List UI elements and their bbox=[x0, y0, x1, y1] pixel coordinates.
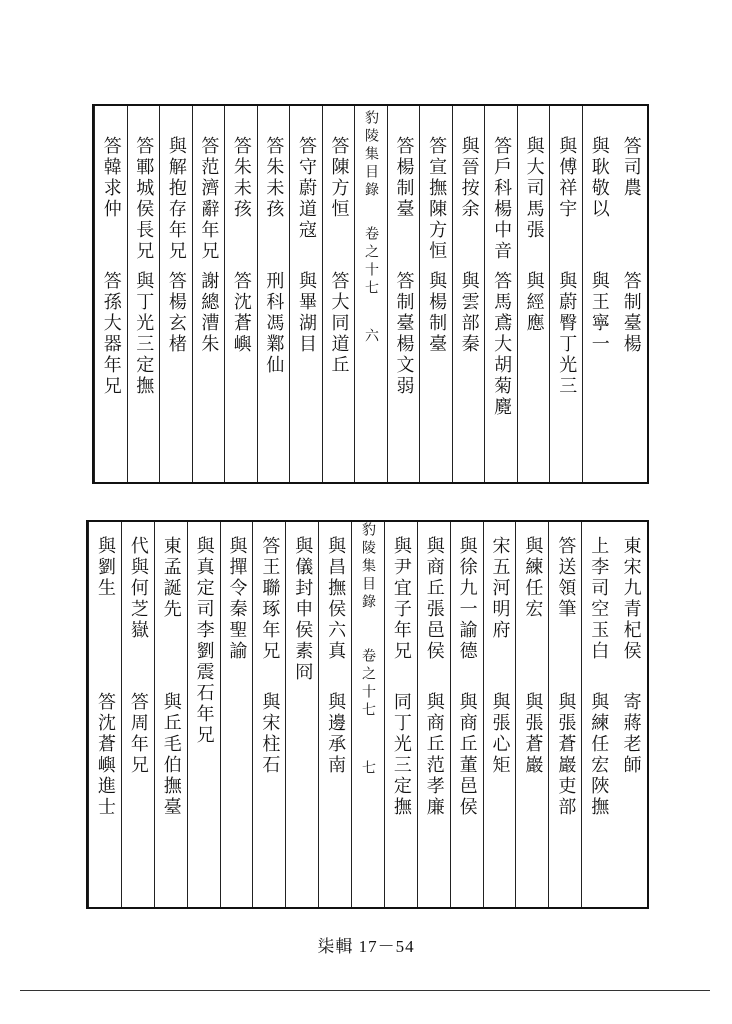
top-page-panel bbox=[92, 104, 649, 484]
toc-entry-a: 答戶科楊中音 bbox=[491, 136, 513, 262]
toc-column bbox=[94, 106, 127, 482]
toc-entry-a: 與傅祥宇 bbox=[556, 136, 578, 220]
toc-column bbox=[88, 522, 121, 907]
toc-entry-b: 答制臺楊文弱 bbox=[393, 271, 415, 397]
running-head-a: 豹陵集目錄 bbox=[363, 110, 379, 200]
bottom-page-panel bbox=[86, 520, 649, 909]
bottom-rule bbox=[20, 990, 710, 991]
toc-column bbox=[515, 522, 548, 907]
toc-entry-b: 答沈蒼嶼 bbox=[230, 271, 252, 355]
toc-column bbox=[483, 522, 516, 907]
toc-column bbox=[614, 522, 647, 907]
toc-column bbox=[452, 106, 485, 482]
running-head-a: 豹陵集目錄 bbox=[360, 522, 377, 612]
toc-column bbox=[121, 522, 154, 907]
toc-entry-a: 上李司空玉白 bbox=[588, 536, 610, 662]
toc-entry-b: 答制臺楊 bbox=[620, 271, 642, 355]
toc-entry-b: 與宋柱石 bbox=[259, 692, 281, 776]
toc-column bbox=[384, 522, 417, 907]
toc-entry-a: 與耿敬以 bbox=[588, 136, 610, 220]
toc-entry-b: 與商丘范孝廉 bbox=[423, 692, 445, 818]
toc-column bbox=[354, 106, 387, 482]
toc-column bbox=[192, 106, 225, 482]
toc-column bbox=[127, 106, 160, 482]
toc-entry-a: 答楊制臺 bbox=[393, 136, 415, 220]
toc-entry-b: 與蔚臀丁光三 bbox=[556, 271, 578, 397]
toc-column bbox=[322, 106, 355, 482]
toc-entry-b: 與經應 bbox=[523, 271, 545, 334]
running-head-b: 卷之十七 bbox=[363, 226, 379, 298]
toc-entry-b: 與楊制臺 bbox=[426, 271, 448, 355]
toc-entry-a: 答送領筆 bbox=[555, 536, 577, 620]
toc-column bbox=[582, 106, 615, 482]
toc-column bbox=[614, 106, 647, 482]
toc-entry-a: 與徐九一諭德 bbox=[456, 536, 478, 662]
toc-column bbox=[581, 522, 614, 907]
toc-entry-a: 答朱未孩 bbox=[230, 136, 252, 220]
toc-entry-a: 與昌撫侯六真 bbox=[325, 536, 347, 662]
toc-entry-a: 答鄆城侯長兄 bbox=[133, 136, 155, 262]
toc-entry-a: 宋五河明府 bbox=[489, 536, 511, 641]
toc-column bbox=[549, 106, 582, 482]
toc-entry-a: 答陳方恒 bbox=[328, 136, 350, 220]
toc-entry-b: 寄蔣老師 bbox=[620, 692, 642, 776]
toc-entry-b: 與丘毛伯撫臺 bbox=[160, 692, 182, 818]
toc-column bbox=[224, 106, 257, 482]
toc-column bbox=[450, 522, 483, 907]
toc-entry-b: 與邊承南 bbox=[325, 692, 347, 776]
toc-entry-a: 與劉生 bbox=[94, 536, 116, 599]
toc-entry-a: 與撣令秦聖諭 bbox=[226, 536, 248, 662]
toc-entry-a: 答范濟辭年兄 bbox=[198, 136, 220, 262]
toc-column bbox=[154, 522, 187, 907]
toc-entry-a: 與大司馬張 bbox=[523, 136, 545, 241]
toc-entry-a: 代與何芝嶽 bbox=[127, 536, 149, 641]
toc-entry-b: 同丁光三定撫 bbox=[390, 692, 412, 818]
page-footer: 柒輯 17－54 bbox=[317, 937, 415, 956]
toc-column bbox=[285, 522, 318, 907]
toc-entry-b: 與張蒼巖吏部 bbox=[555, 692, 577, 818]
running-head-c: 六 bbox=[363, 328, 379, 346]
toc-entry-a: 答守蔚道寇 bbox=[295, 136, 317, 241]
toc-column bbox=[252, 522, 285, 907]
toc-entry-b: 答楊玄楮 bbox=[165, 271, 187, 355]
toc-entry-a: 答宣撫陳方恒 bbox=[426, 136, 448, 262]
running-head-b: 卷之十七 bbox=[360, 648, 377, 720]
toc-column bbox=[159, 106, 192, 482]
toc-entry-b: 謝總漕朱 bbox=[198, 271, 220, 355]
toc-entry-a: 與晉按余 bbox=[458, 136, 480, 220]
toc-entry-a: 答王聯琢年兄 bbox=[259, 536, 281, 662]
toc-entry-b: 答大同道丘 bbox=[328, 271, 350, 376]
toc-entry-a: 與真定司李劉震石年兄 bbox=[193, 536, 215, 746]
toc-entry-b: 答馬鳶大胡菊麑 bbox=[491, 271, 513, 418]
toc-entry-a: 東宋九青杞侯 bbox=[620, 536, 642, 662]
toc-entry-b: 與張蒼巖 bbox=[522, 692, 544, 776]
toc-entry-a: 答司農 bbox=[620, 136, 642, 199]
toc-column bbox=[517, 106, 550, 482]
toc-entry-b: 與王寧一 bbox=[588, 271, 610, 355]
toc-column bbox=[419, 106, 452, 482]
toc-entry-b: 與張心矩 bbox=[489, 692, 511, 776]
toc-entry-b: 與丁光三定撫 bbox=[133, 271, 155, 397]
toc-entry-b: 刑科馮鄴仙 bbox=[263, 271, 285, 376]
toc-column bbox=[484, 106, 517, 482]
toc-entry-b: 與商丘董邑侯 bbox=[456, 692, 478, 818]
toc-entry-a: 與儀封申侯素冏 bbox=[292, 536, 314, 683]
toc-entry-a: 東孟誕先 bbox=[160, 536, 182, 620]
toc-column bbox=[289, 106, 322, 482]
toc-column bbox=[318, 522, 351, 907]
toc-entry-a: 答韓求仲 bbox=[100, 136, 122, 220]
toc-column bbox=[548, 522, 581, 907]
toc-entry-b: 答沈蒼嶼進士 bbox=[94, 692, 116, 818]
toc-entry-b: 與畢湖目 bbox=[295, 271, 317, 355]
running-head-c: 七 bbox=[360, 760, 377, 778]
toc-column bbox=[351, 522, 384, 907]
toc-entry-b: 與練任宏陜撫 bbox=[588, 692, 610, 818]
toc-column bbox=[187, 522, 220, 907]
toc-entry-a: 答朱未孩 bbox=[263, 136, 285, 220]
toc-entry-a: 與練任宏 bbox=[522, 536, 544, 620]
toc-entry-a: 與解抱存年兄 bbox=[165, 136, 187, 262]
toc-column bbox=[417, 522, 450, 907]
toc-entry-b: 答周年兄 bbox=[127, 692, 149, 776]
toc-column bbox=[257, 106, 290, 482]
toc-entry-b: 答孫大器年兄 bbox=[100, 271, 122, 397]
toc-column bbox=[220, 522, 253, 907]
toc-entry-a: 與尹宜子年兄 bbox=[390, 536, 412, 662]
toc-entry-a: 與商丘張邑侯 bbox=[423, 536, 445, 662]
toc-entry-b: 與雲部秦 bbox=[458, 271, 480, 355]
toc-column bbox=[387, 106, 420, 482]
